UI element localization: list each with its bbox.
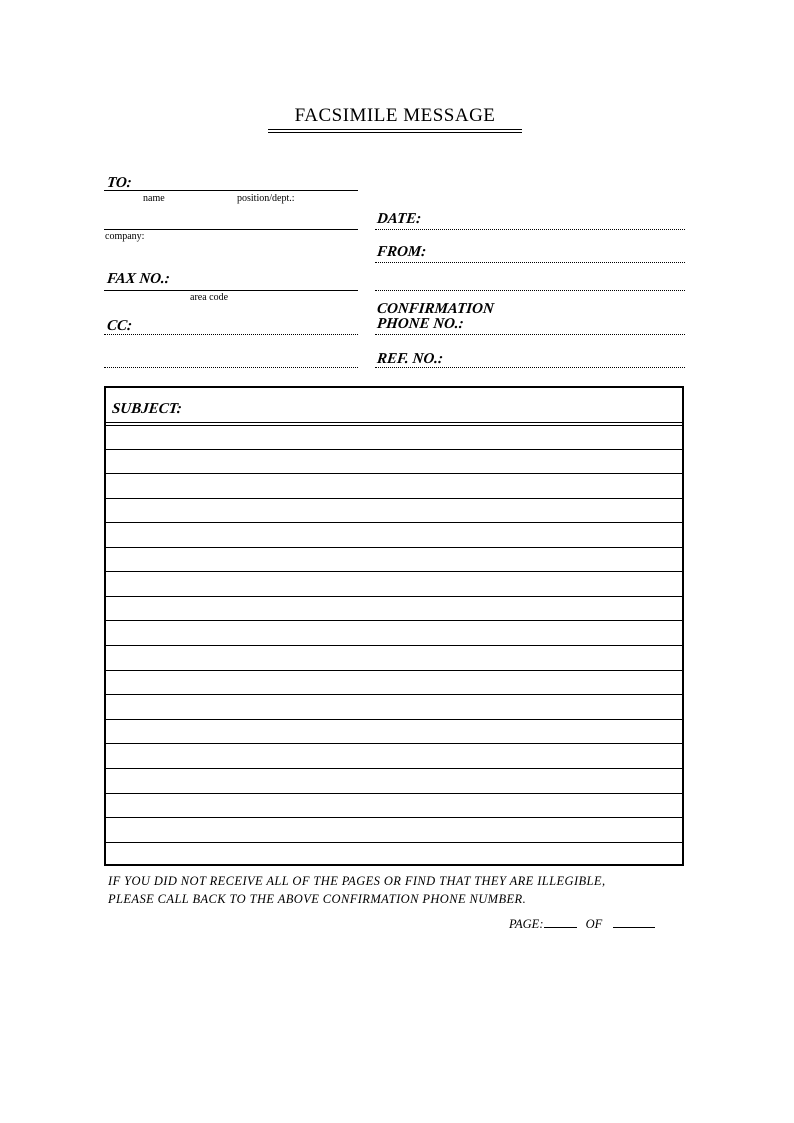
cc-line-2[interactable] bbox=[104, 367, 358, 368]
name-caption: name bbox=[143, 193, 165, 204]
from-line[interactable] bbox=[375, 262, 685, 263]
ref-label: REF. NO.: bbox=[376, 351, 444, 367]
company-line[interactable] bbox=[104, 229, 358, 230]
message-row bbox=[106, 571, 682, 572]
message-row bbox=[106, 670, 682, 671]
message-row bbox=[106, 449, 682, 450]
of-label: OF bbox=[585, 917, 603, 931]
message-row bbox=[106, 473, 682, 474]
message-row bbox=[106, 817, 682, 818]
area-code-caption: area code bbox=[190, 292, 229, 303]
page-label: PAGE: bbox=[509, 917, 544, 931]
title-underline bbox=[268, 129, 522, 130]
confirmation-label: CONFIRMATION bbox=[376, 301, 495, 317]
message-row bbox=[106, 743, 682, 744]
phone-line[interactable] bbox=[375, 334, 685, 335]
message-row bbox=[106, 694, 682, 695]
message-row bbox=[106, 645, 682, 646]
message-row bbox=[106, 522, 682, 523]
from-line-2[interactable] bbox=[375, 290, 685, 291]
notice-line-2: PLEASE CALL BACK TO THE ABOVE CONFIRMATION PHONE NUMBER. bbox=[108, 892, 527, 906]
title-underline-double bbox=[268, 132, 522, 133]
subject-underline bbox=[106, 422, 682, 423]
message-row bbox=[106, 596, 682, 597]
subject-box[interactable] bbox=[104, 386, 684, 866]
message-row bbox=[106, 620, 682, 621]
message-row bbox=[106, 719, 682, 720]
cc-line[interactable] bbox=[104, 334, 358, 335]
page-counter bbox=[509, 917, 655, 932]
message-row bbox=[106, 768, 682, 769]
fax-line[interactable] bbox=[104, 290, 358, 291]
company-caption: company: bbox=[105, 231, 145, 242]
message-row bbox=[106, 842, 682, 843]
from-label: FROM: bbox=[376, 244, 428, 260]
form-title: FACSIMILE MESSAGE bbox=[294, 105, 496, 126]
to-label: TO: bbox=[106, 175, 133, 191]
subject-underline-double bbox=[106, 425, 682, 426]
phone-label: PHONE NO.: bbox=[376, 316, 465, 332]
message-row bbox=[106, 793, 682, 794]
message-row bbox=[106, 547, 682, 548]
ref-line[interactable] bbox=[375, 367, 685, 368]
notice-line-1: IF YOU DID NOT RECEIVE ALL OF THE PAGES OR FIND THAT THEY ARE ILLEGIBLE, bbox=[108, 874, 606, 888]
to-line[interactable] bbox=[104, 190, 358, 191]
position-caption: position/dept.: bbox=[237, 193, 295, 204]
date-line[interactable] bbox=[375, 229, 685, 230]
page-number-blank[interactable] bbox=[544, 927, 577, 928]
subject-label: SUBJECT: bbox=[111, 401, 183, 417]
fax-label: FAX NO.: bbox=[106, 271, 171, 287]
total-pages-blank[interactable] bbox=[613, 927, 655, 928]
cc-label: CC: bbox=[106, 318, 133, 334]
message-row bbox=[106, 498, 682, 499]
date-label: DATE: bbox=[376, 211, 423, 227]
